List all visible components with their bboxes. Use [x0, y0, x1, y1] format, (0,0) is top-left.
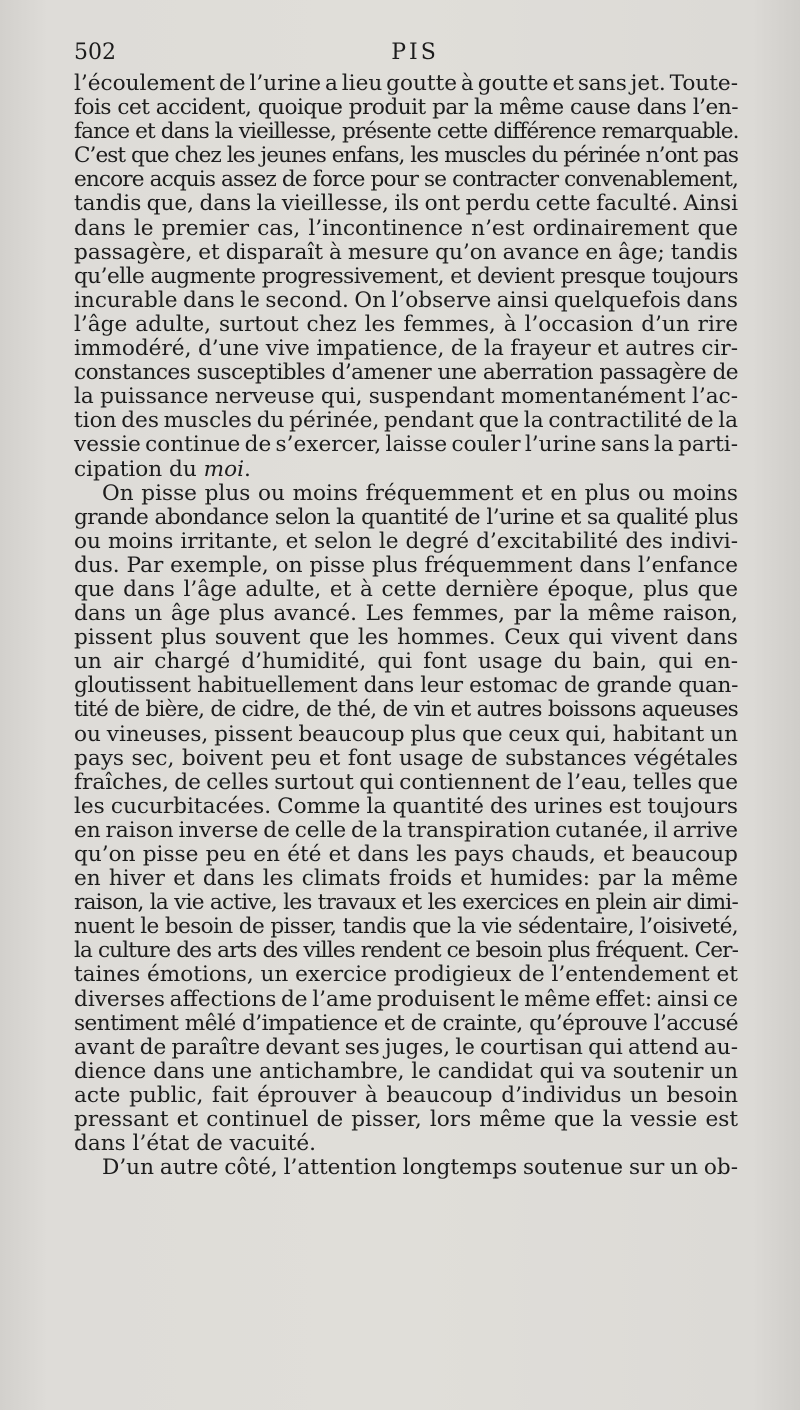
text-line: passagère, et disparaît à mesure qu’on avance en âge; tandis — [74, 239, 738, 265]
text-line: qu’on pisse peu en été et dans les pays chauds, et beaucoup — [74, 842, 738, 867]
text-line: dans un âge plus avancé. Les femmes, par la même raison, — [74, 601, 738, 627]
text-line: vessie continue de s’exercer, laisse couler l’urine sans la parti- — [74, 432, 738, 458]
body-text — [74, 72, 738, 1180]
text-line: pressant et continuel de pisser, lors même que la vessie est — [74, 1107, 738, 1133]
text-line: constances susceptibles d’amener une aberration passagère de — [74, 360, 738, 386]
text-line: dans le premier cas, l’incontinence n’est ordinairement que — [74, 215, 738, 241]
text-line: fraîches, de celles surtout qui contiennent de l’eau, telles que — [74, 769, 738, 795]
text-line: pissent plus souvent que les hommes. Ceux qui vivent dans — [74, 625, 738, 651]
text-line: grande abondance selon la quantité de l’urine et sa qualité plus — [74, 504, 738, 530]
text-line: fois cet accident, quoique produit par la même cause dans l’en- — [74, 95, 738, 121]
text-line: l’écoulement de l’urine a lieu goutte à goutte et sans jet. Toute- — [74, 71, 738, 96]
text-line: sentiment mêlé d’impatience et de crainte, qu’éprouve l’accusé — [74, 1010, 738, 1036]
text-line: ou moins irritante, et selon le degré d’excitabilité des indivi- — [74, 528, 738, 554]
text-line: que dans l’âge adulte, et à cette dernière époque, plus que — [74, 576, 738, 602]
text-line: en raison inverse de celle de la transpiration cutanée, il arrive — [74, 817, 738, 843]
text-line: encore acquis assez de force pour se contracter convenablement, — [74, 167, 738, 193]
text-line: D’un autre côté, l’attention longtemps soutenue sur un ob- — [102, 1155, 738, 1181]
text-line: dience dans une antichambre, le candidat qui va soutenir un — [74, 1058, 738, 1084]
text-line: nuent le besoin de pisser, tandis que la vie sédentaire, l’oisiveté, — [74, 914, 738, 940]
text-line: dans l’état de vacuité. — [74, 1131, 316, 1157]
text-line: ou vineuses, pissent beaucoup plus que ceux qui, habitant un — [74, 721, 738, 747]
text-line: un air chargé d’humidité, qui font usage du bain, qui en- — [74, 649, 738, 675]
text-line: pays sec, boivent peu et font usage de substances végétales — [74, 745, 738, 771]
text-line: tité de bière, de cidre, de thé, de vin et autres boissons aqueuses — [74, 697, 738, 723]
text-line: On pisse plus ou moins fréquemment et en plus ou moins — [102, 480, 738, 506]
text-line: C’est que chez les jeunes enfans, les muscles du périnée n’ont pas — [74, 143, 738, 169]
page-header — [74, 36, 756, 70]
text-line: fance et dans la vieillesse, présente cette différence remarquable. — [74, 119, 739, 145]
text-line: diverses affections de l’ame produisent le même effet: ainsi ce — [74, 986, 738, 1012]
text-line: avant de paraître devant ses juges, le courtisan qui attend au- — [74, 1034, 738, 1060]
text-line: immodéré, d’une vive impatience, de la frayeur et autres cir- — [74, 336, 738, 362]
text-line: taines émotions, un exercice prodigieux de l’entendement et — [74, 962, 738, 988]
text-line: raison, la vie active, les travaux et les exercices en plein air dimi- — [74, 890, 738, 916]
text-line: les cucurbitacées. Comme la quantité des urines est toujours — [74, 793, 738, 819]
text-line: cipation du moi. — [74, 456, 251, 482]
emphasized-word: moi — [203, 456, 245, 482]
text-line: la puissance nerveuse qui, suspendant momentanément l’ac- — [74, 384, 738, 410]
page-number: 502 — [74, 40, 116, 65]
text-line: la culture des arts des villes rendent ce besoin plus fréquent. Cer- — [74, 938, 738, 964]
text-line: qu’elle augmente progressivement, et devient presque toujours — [74, 263, 738, 289]
text-line: en hiver et dans les climats froids et humides: par la même — [74, 866, 738, 892]
text-line: acte public, fait éprouver à beaucoup d’individus un besoin — [74, 1082, 738, 1108]
running-head: PIS — [391, 40, 439, 65]
text-line: dus. Par exemple, on pisse plus fréquemment dans l’enfance — [74, 552, 738, 578]
text-line: l’âge adulte, surtout chez les femmes, à l’occasion d’un rire — [74, 311, 738, 337]
text-line: gloutissent habituellement dans leur estomac de grande quan- — [74, 673, 738, 699]
text-line: incurable dans le second. On l’observe ainsi quelquefois dans — [74, 287, 738, 313]
text-line: tion des muscles du périnée, pendant que la contractilité de la — [74, 408, 738, 434]
text-line: tandis que, dans la vieillesse, ils ont perdu cette faculté. Ainsi — [74, 191, 738, 217]
